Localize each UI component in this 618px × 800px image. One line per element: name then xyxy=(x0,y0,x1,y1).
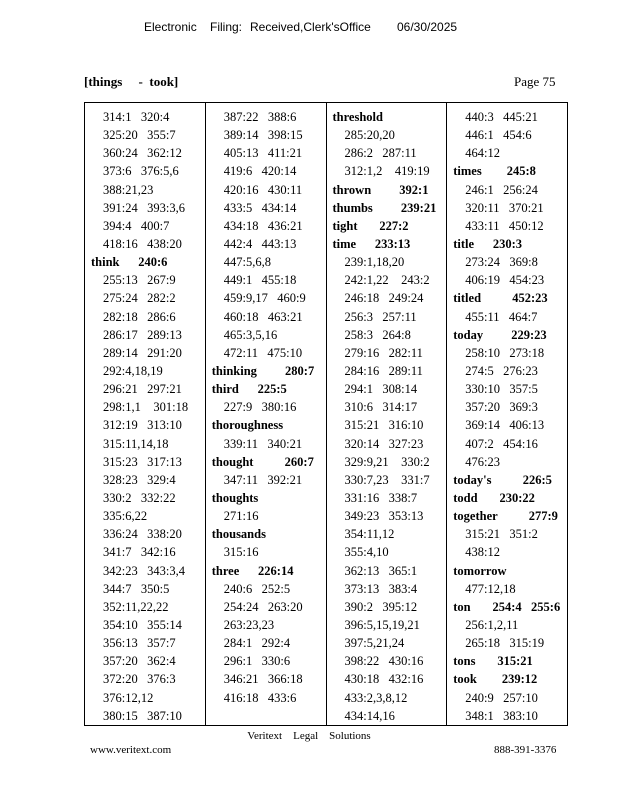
index-page-reference: 433:2,3,8,12 xyxy=(344,690,408,705)
index-page-reference: 433:5 434:14 xyxy=(223,200,297,215)
index-page-reference: 292:4,18,19 xyxy=(103,363,163,378)
page-number: Page 75 xyxy=(514,74,556,89)
index-page-reference: 430:18 432:16 xyxy=(344,672,424,687)
index-page-reference: 465:3,5,16 xyxy=(223,327,278,342)
index-page-reference: 438:12 xyxy=(465,545,500,560)
index-page-reference: 315:21 351:2 xyxy=(465,527,538,542)
index-term-entry: thoroughness xyxy=(211,418,284,433)
index-page-reference: 325:20 355:7 xyxy=(103,128,176,143)
index-term-entry: thrown 392:1 xyxy=(332,182,429,197)
index-term-entry: times 245:8 xyxy=(453,164,536,179)
index-page-reference: 406:19 454:23 xyxy=(465,273,545,288)
index-page-reference: 380:15 387:10 xyxy=(103,708,182,723)
index-page-reference: 315:23 317:13 xyxy=(103,454,182,469)
index-page-reference: 446:1 454:6 xyxy=(465,128,532,143)
index-page-reference: 418:16 438:20 xyxy=(103,236,182,251)
filing-stamp-part-2: Filing: xyxy=(210,20,243,34)
index-column-4 xyxy=(447,103,567,725)
index-page-reference: 273:24 369:8 xyxy=(465,255,538,270)
index-page-reference: 240:9 257:10 xyxy=(465,690,538,705)
index-page-reference: 342:23 343:3,4 xyxy=(103,563,185,578)
index-term-entry: thumbs 239:21 xyxy=(332,200,437,215)
index-page-reference: 296:21 297:21 xyxy=(103,382,182,397)
index-page-reference: 341:7 342:16 xyxy=(103,545,176,560)
index-page-reference: 356:13 357:7 xyxy=(103,636,176,651)
filing-stamp xyxy=(0,20,618,38)
index-page-reference: 256:3 257:11 xyxy=(344,309,417,324)
index-page-reference: 315:16 xyxy=(223,545,259,560)
index-term-entry: three 226:14 xyxy=(211,563,294,578)
index-term-entry: today 229:23 xyxy=(453,327,547,342)
index-page-reference: 388:21,23 xyxy=(103,182,154,197)
index-page-reference: 331:16 338:7 xyxy=(344,490,418,505)
index-page-reference: 298:1,1 301:18 xyxy=(103,400,189,415)
index-page-reference: 420:16 430:11 xyxy=(223,182,303,197)
index-page-reference: 394:4 400:7 xyxy=(103,218,170,233)
index-page-reference: 279:16 282:11 xyxy=(344,345,423,360)
index-page-reference: 330:7,23 331:7 xyxy=(344,472,430,487)
filing-stamp-part-3: Received,Clerk'sOffice xyxy=(250,20,371,34)
index-page-reference: 282:18 286:6 xyxy=(103,309,176,324)
index-page-reference: 405:13 411:21 xyxy=(223,146,303,161)
footer-company: Veritext Legal Solutions xyxy=(247,730,371,742)
word-index-table xyxy=(84,102,568,726)
index-page-reference: 344:7 350:5 xyxy=(103,581,170,596)
index-page-reference: 336:24 338:20 xyxy=(103,527,182,542)
index-page-reference: 477:12,18 xyxy=(465,581,516,596)
index-page-reference: 255:13 267:9 xyxy=(103,273,176,288)
index-page-reference: 355:4,10 xyxy=(344,545,389,560)
index-page-reference: 389:14 398:15 xyxy=(223,128,303,143)
index-page-reference: 263:23,23 xyxy=(223,617,275,632)
index-page-reference: 376:12,12 xyxy=(103,690,154,705)
index-page-reference: 258:10 273:18 xyxy=(465,345,545,360)
index-page-reference: 433:11 450:12 xyxy=(465,218,544,233)
index-page-reference: 372:20 376:3 xyxy=(103,672,176,687)
index-page-reference: 240:6 252:5 xyxy=(223,581,291,596)
index-term-entry: tons 315:21 xyxy=(453,654,533,669)
index-term-entry: ton 254:4 255:6 xyxy=(453,599,561,614)
index-page-reference: 447:5,6,8 xyxy=(223,255,271,270)
index-term-entry: think 240:6 xyxy=(91,255,168,270)
index-page-reference: 284:1 292:4 xyxy=(223,636,291,651)
index-page-reference: 286:17 289:13 xyxy=(103,327,182,342)
index-page-reference: 357:20 369:3 xyxy=(465,400,538,415)
index-page-reference: 472:11 475:10 xyxy=(223,345,303,360)
index-page-reference: 354:10 355:14 xyxy=(103,617,182,632)
index-term-entry: tomorrow xyxy=(453,563,507,578)
index-page-reference: 442:4 443:13 xyxy=(223,236,297,251)
index-term-entry: thoughts xyxy=(211,490,259,505)
index-term-entry: took 239:12 xyxy=(453,672,538,687)
index-page-reference: 362:13 365:1 xyxy=(344,563,418,578)
index-page-reference: 296:1 330:6 xyxy=(223,654,291,669)
index-page-reference: 347:11 392:21 xyxy=(223,472,303,487)
index-column-3 xyxy=(327,103,448,725)
index-page-reference: 387:22 388:6 xyxy=(223,110,297,124)
index-page-reference: 373:6 376:5,6 xyxy=(103,164,179,179)
index-page-reference: 330:10 357:5 xyxy=(465,382,538,397)
index-page-reference: 360:24 362:12 xyxy=(103,146,182,161)
index-term-entry: together 277:9 xyxy=(453,509,558,524)
index-page-reference: 284:16 289:11 xyxy=(344,363,423,378)
index-page-reference: 227:9 380:16 xyxy=(223,400,297,415)
index-term-entry: today's 226:5 xyxy=(453,472,552,487)
index-page-reference: 396:5,15,19,21 xyxy=(344,617,420,632)
index-page-reference: 397:5,21,24 xyxy=(344,636,405,651)
index-page-reference: 434:14,16 xyxy=(344,708,395,723)
footer-phone: 888-391-3376 xyxy=(494,744,557,756)
index-page-reference: 258:3 264:8 xyxy=(344,327,411,342)
index-column-1 xyxy=(85,103,206,725)
index-term-entry: thousands xyxy=(211,527,266,542)
index-page-reference: 239:1,18,20 xyxy=(344,255,405,270)
index-page-reference: 312:19 313:10 xyxy=(103,418,182,433)
index-page-reference: 369:14 406:13 xyxy=(465,418,545,433)
index-page-reference: 459:9,17 460:9 xyxy=(223,291,306,306)
index-page-reference: 348:1 383:10 xyxy=(465,708,538,723)
index-page-reference: 352:11,22,22 xyxy=(103,599,169,614)
index-page-reference: 242:1,22 243:2 xyxy=(344,273,430,288)
index-page-reference: 315:11,14,18 xyxy=(103,436,169,451)
index-page-reference: 314:1 320:4 xyxy=(103,110,170,124)
index-page-reference: 346:21 366:18 xyxy=(223,672,303,687)
index-page-reference: 349:23 353:13 xyxy=(344,509,424,524)
index-page-reference: 246:1 256:24 xyxy=(465,182,538,197)
index-page-reference: 434:18 436:21 xyxy=(223,218,303,233)
index-term-entry: tight 227:2 xyxy=(332,218,409,233)
index-page-reference: 271:16 xyxy=(223,509,259,524)
index-term-entry: todd 230:22 xyxy=(453,490,535,505)
index-page-reference: 398:22 430:16 xyxy=(344,654,424,669)
index-page-reference: 440:3 445:21 xyxy=(465,110,538,124)
index-term-entry: thought 260:7 xyxy=(211,454,314,469)
index-page-reference: 254:24 263:20 xyxy=(223,599,303,614)
index-page-reference: 455:11 464:7 xyxy=(465,309,538,324)
index-page-reference: 373:13 383:4 xyxy=(344,581,418,596)
index-page-reference: 339:11 340:21 xyxy=(223,436,303,451)
index-page-reference: 310:6 314:17 xyxy=(344,400,418,415)
index-page-reference: 476:23 xyxy=(465,454,500,469)
index-page-reference: 357:20 362:4 xyxy=(103,654,176,669)
index-page-reference: 391:24 393:3,6 xyxy=(103,200,185,215)
index-column-2 xyxy=(206,103,327,725)
index-page-reference: 246:18 249:24 xyxy=(344,291,424,306)
index-page-reference: 390:2 395:12 xyxy=(344,599,418,614)
index-term-entry: thinking 280:7 xyxy=(211,363,315,378)
index-page-reference: 289:14 291:20 xyxy=(103,345,182,360)
index-page-reference: 285:20,20 xyxy=(344,128,395,143)
index-range: [things - took] xyxy=(84,74,179,89)
index-page-reference: 335:6,22 xyxy=(103,509,148,524)
index-page-reference: 419:6 420:14 xyxy=(223,164,297,179)
index-page-reference: 315:21 316:10 xyxy=(344,418,424,433)
index-page-reference: 294:1 308:14 xyxy=(344,382,418,397)
index-page-reference: 329:9,21 330:2 xyxy=(344,454,430,469)
index-page-reference: 312:1,2 419:19 xyxy=(344,164,430,179)
index-page-reference: 286:2 287:11 xyxy=(344,146,417,161)
index-page-reference: 416:18 433:6 xyxy=(223,690,297,705)
index-page-reference: 275:24 282:2 xyxy=(103,291,176,306)
index-term-entry: time 233:13 xyxy=(332,236,411,251)
index-page-reference: 320:14 327:23 xyxy=(344,436,424,451)
index-page-reference: 256:1,2,11 xyxy=(465,617,519,632)
index-page-reference: 320:11 370:21 xyxy=(465,200,544,215)
footer-website: www.veritext.com xyxy=(90,744,172,756)
index-term-entry: titled 452:23 xyxy=(453,291,548,306)
index-term-entry: threshold xyxy=(332,110,383,124)
index-page-reference: 460:18 463:21 xyxy=(223,309,303,324)
index-page-reference: 265:18 315:19 xyxy=(465,636,545,651)
index-page-reference: 464:12 xyxy=(465,146,500,161)
index-page-reference: 407:2 454:16 xyxy=(465,436,538,451)
index-page-reference: 274:5 276:23 xyxy=(465,363,538,378)
index-page-reference: 330:2 332:22 xyxy=(103,490,176,505)
index-page-reference: 449:1 455:18 xyxy=(223,273,297,288)
filing-stamp-part-1: Electronic xyxy=(144,20,197,34)
index-page-reference: 354:11,12 xyxy=(344,527,395,542)
index-term-entry: title 230:3 xyxy=(453,236,522,251)
filing-stamp-date: 06/30/2025 xyxy=(397,20,458,34)
index-page-reference: 328:23 329:4 xyxy=(103,472,176,487)
index-term-entry: third 225:5 xyxy=(211,382,287,397)
